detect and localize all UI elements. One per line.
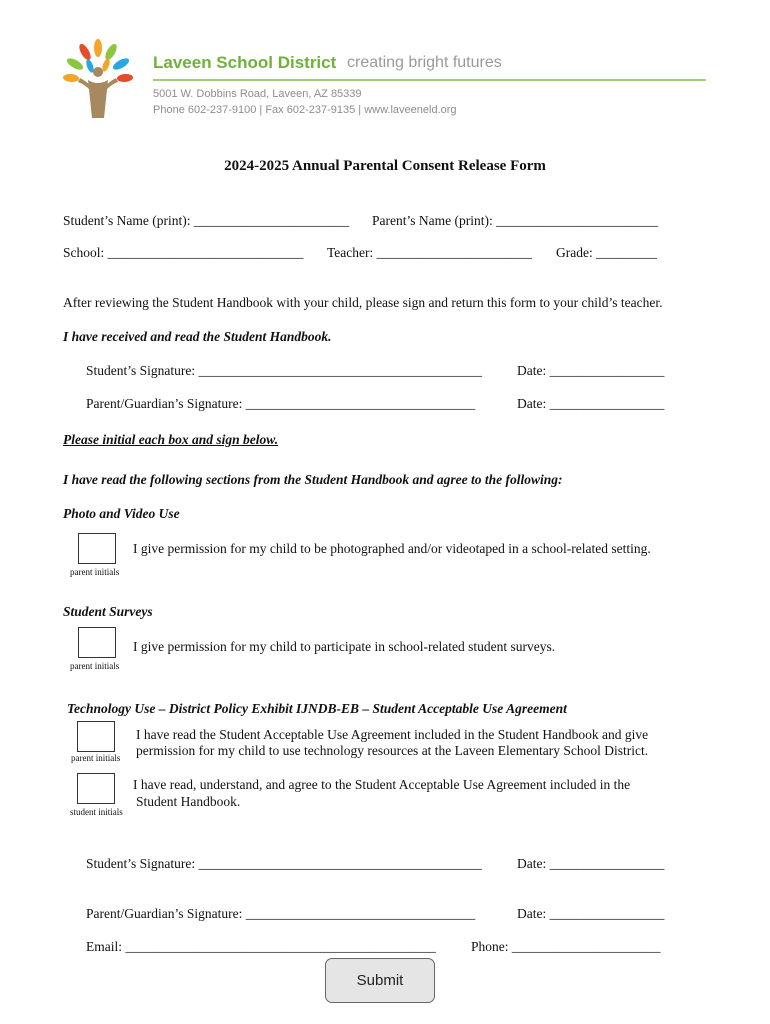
district-name: Laveen School District <box>153 53 337 72</box>
photo-initials-label: parent initials <box>70 567 120 577</box>
parent-date-field[interactable]: Date: _________________ <box>517 396 665 411</box>
instructions-text: After reviewing the Student Handbook with your child, please sign and return this form to your child’s teacher. <box>63 295 663 310</box>
form-title: 2024-2025 Annual Parental Consent Release Form <box>224 158 546 174</box>
header-divider <box>153 79 706 81</box>
parent-name-field[interactable]: Parent’s Name (print): ________________________ <box>372 213 659 228</box>
student-signature-field[interactable]: Student’s Signature: __________________________________________ <box>86 363 482 378</box>
technology-student-initials-label: student initials <box>70 807 123 817</box>
technology-parent-initials-label: parent initials <box>71 753 121 763</box>
initial-instruction: Please initial each box and sign below. <box>63 432 279 447</box>
district-contact: Phone 602-237-9100 | Fax 602-237-9135 | www.laveeneld.org <box>153 104 457 116</box>
district-logo-tree-icon <box>58 38 138 120</box>
final-student-date-field[interactable]: Date: _________________ <box>517 856 665 871</box>
technology-student-text-line1: I have read, understand, and agree to the Student Acceptable Use Agreement included in the <box>133 777 631 792</box>
technology-parent-text-line2: permission for my child to use technology resources at the Laveen Elementary School District. <box>136 743 649 758</box>
parent-signature-field[interactable]: Parent/Guardian’s Signature: __________________________________ <box>86 396 476 411</box>
photo-parent-initials-box[interactable] <box>78 533 116 564</box>
technology-section-heading: Technology Use – District Policy Exhibit IJNDB-EB – Student Acceptable Use Agreement <box>67 701 567 716</box>
surveys-permission-text: I give permission for my child to participate in school-related student surveys. <box>133 639 556 654</box>
email-field[interactable]: Email: ______________________________________________ <box>86 939 436 954</box>
final-parent-signature-field[interactable]: Parent/Guardian’s Signature: __________________________________ <box>86 906 476 921</box>
submit-button[interactable]: Submit <box>325 958 435 1003</box>
photo-section-heading: Photo and Video Use <box>63 506 180 521</box>
phone-field[interactable]: Phone: ______________________ <box>471 939 661 954</box>
received-statement: I have received and read the Student Handbook. <box>63 329 332 344</box>
surveys-section-heading: Student Surveys <box>63 604 153 619</box>
school-field[interactable]: School: _____________________________ <box>63 245 304 260</box>
photo-permission-text: I give permission for my child to be photographed and/or videotaped in a school-related setting. <box>133 541 651 556</box>
surveys-parent-initials-box[interactable] <box>78 627 116 658</box>
teacher-field[interactable]: Teacher: _______________________ <box>327 245 532 260</box>
district-tagline: creating bright futures <box>347 54 502 71</box>
grade-field[interactable]: Grade: _________ <box>556 245 657 260</box>
technology-parent-text-line1: I have read the Student Acceptable Use Agreement included in the Student Handbook and give <box>136 727 649 742</box>
technology-student-text-line2: Student Handbook. <box>136 794 241 809</box>
surveys-initials-label: parent initials <box>70 661 120 671</box>
district-address: 5001 W. Dobbins Road, Laveen, AZ 85339 <box>153 88 362 100</box>
technology-student-initials-box[interactable] <box>77 773 115 804</box>
final-parent-date-field[interactable]: Date: _________________ <box>517 906 665 921</box>
student-name-field[interactable]: Student’s Name (print): _______________________ <box>63 213 350 228</box>
student-date-field[interactable]: Date: _________________ <box>517 363 665 378</box>
agree-statement: I have read the following sections from the Student Handbook and agree to the following: <box>63 472 563 487</box>
final-student-signature-field[interactable]: Student’s Signature: __________________________________________ <box>86 856 482 871</box>
technology-parent-initials-box[interactable] <box>77 721 115 752</box>
